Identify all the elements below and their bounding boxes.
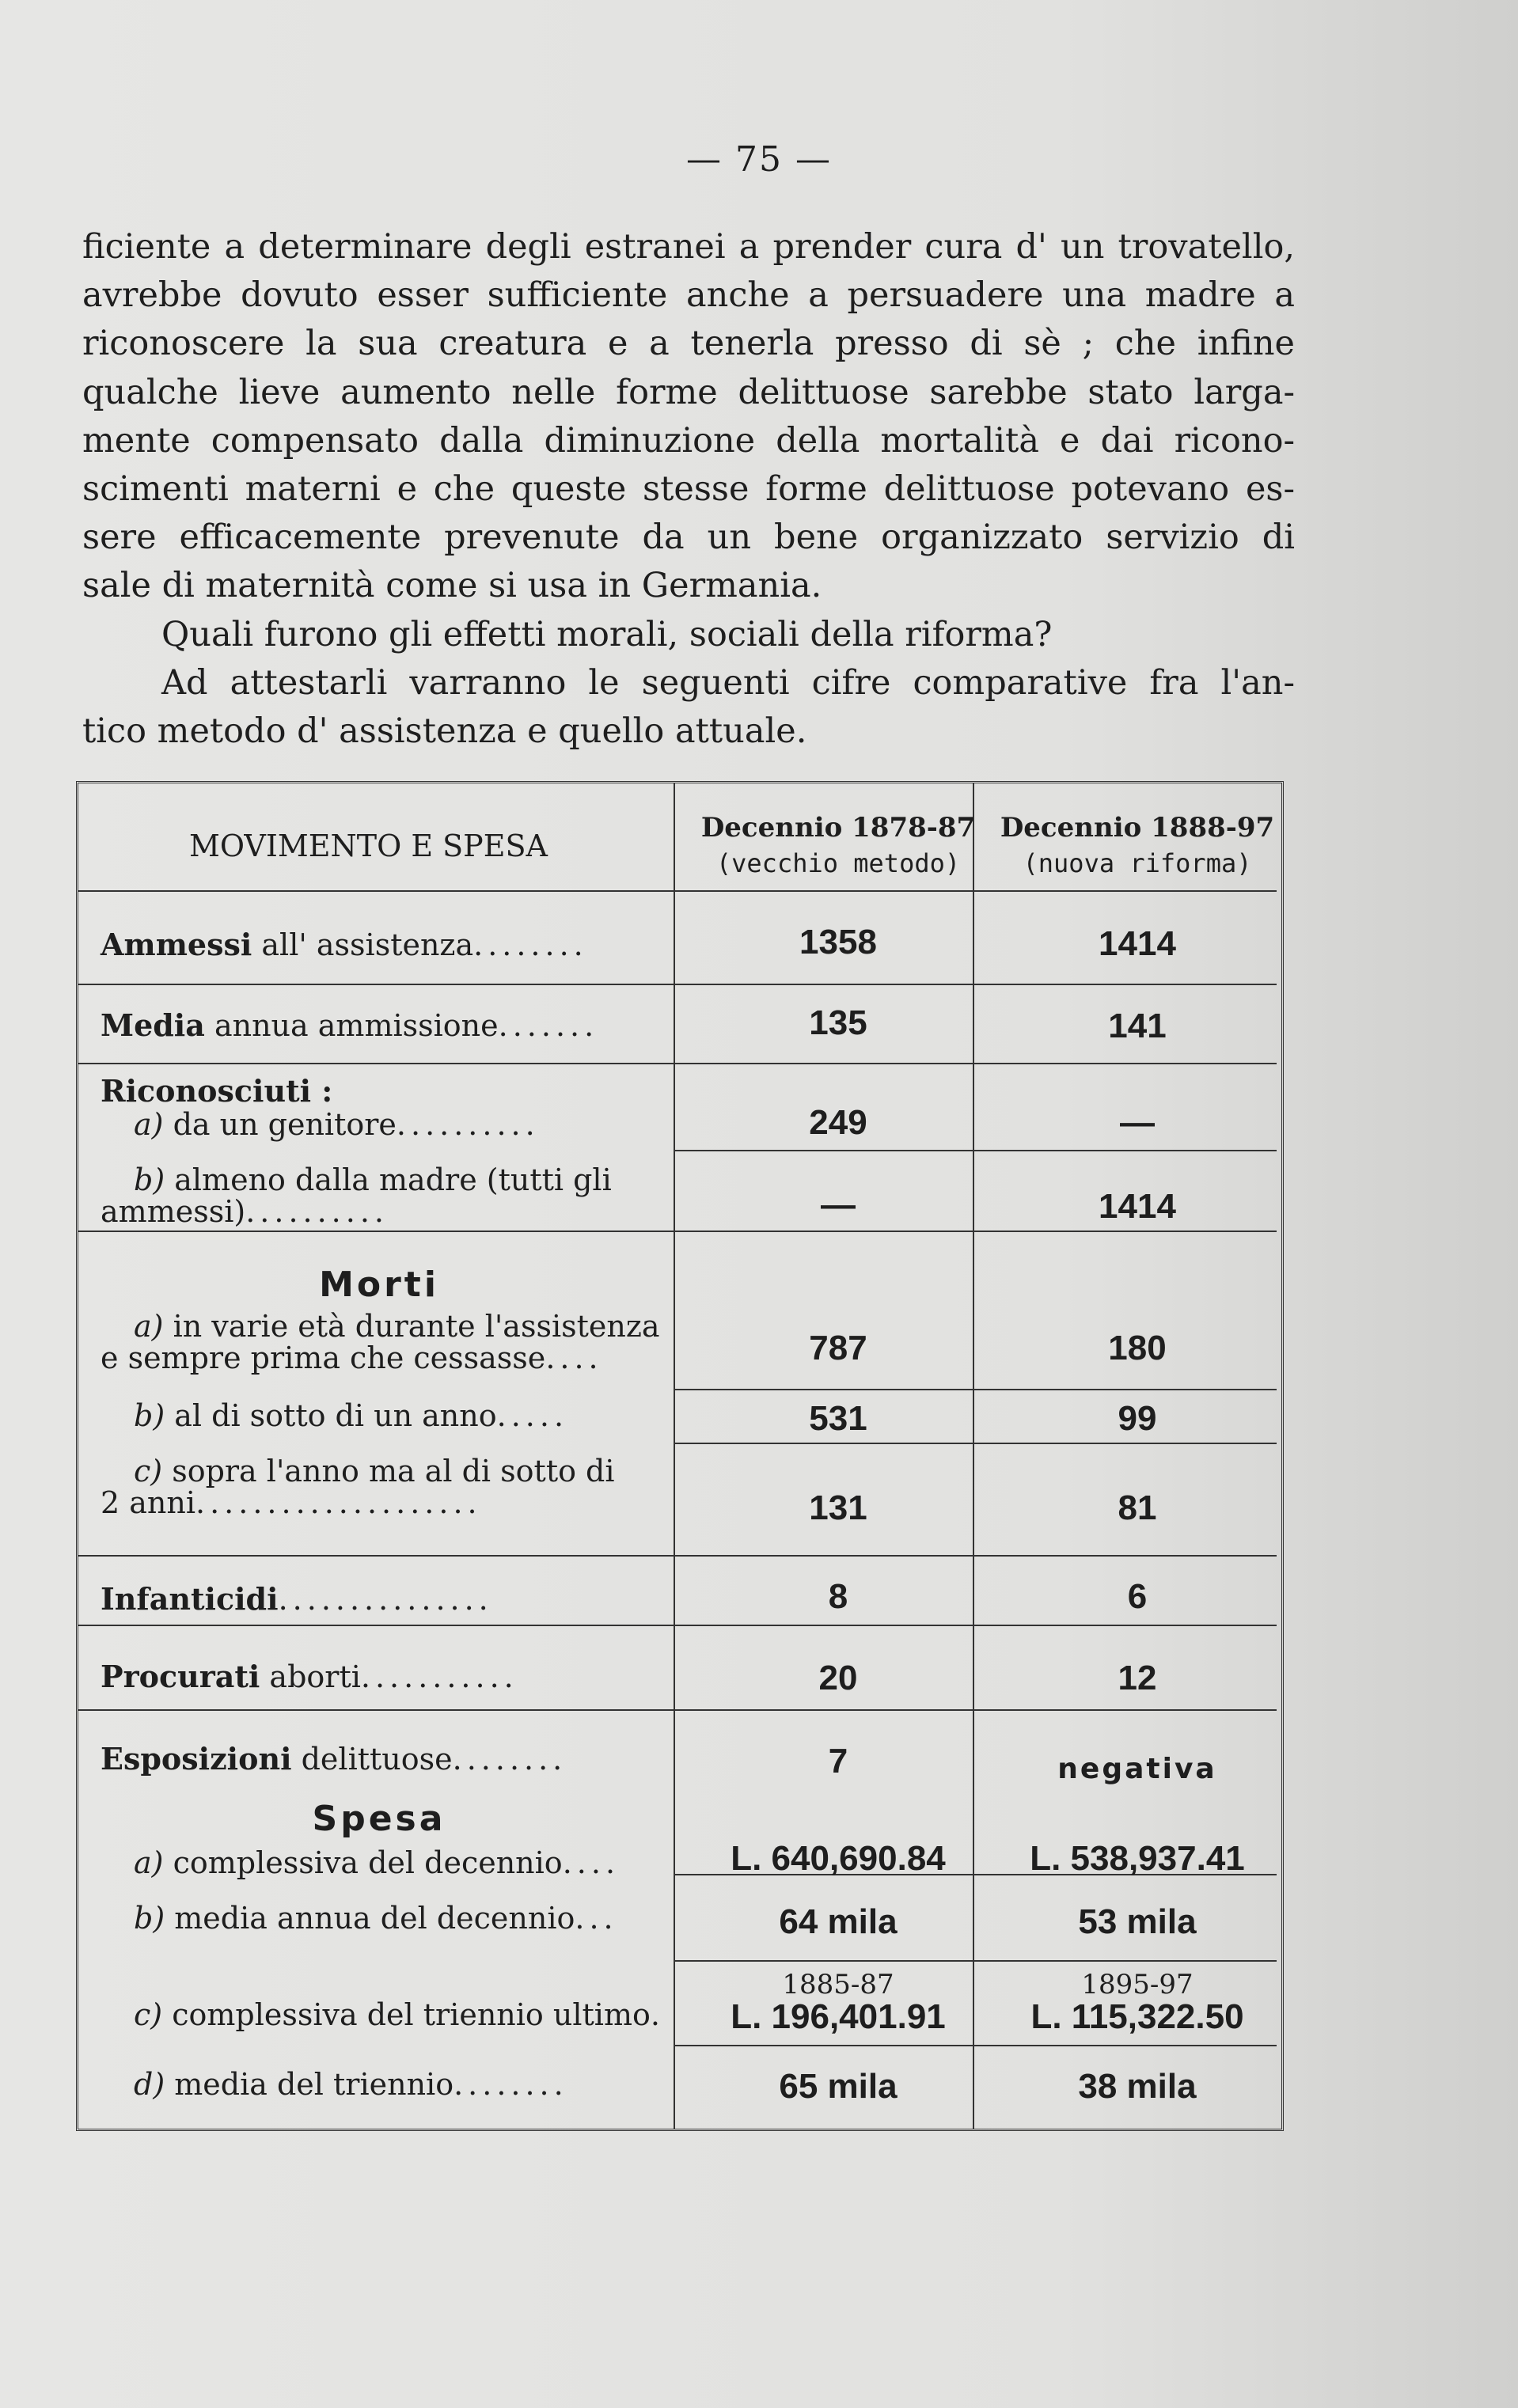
text-line: riconoscere la sua creatura e a tenerla presso di sè ; che infine [82, 324, 1295, 364]
row-label-ric-b: b) almeno dalla madre (tutti gli [134, 1162, 612, 1197]
value-ric-b-new: 1414 [1099, 1187, 1176, 1226]
value-ric-b-old: — [821, 1185, 856, 1224]
row-divider [674, 1443, 1277, 1444]
value-ammessi-old: 1358 [799, 923, 877, 961]
text-line: tico metodo d' assistenza e quello attuale. [82, 711, 807, 752]
value-media-old: 135 [809, 1003, 867, 1042]
row-label-spesa-b: b) media annua del decennio... [134, 1901, 618, 1936]
text-line: Ad attestarli varranno le seguenti cifre comparative fra l'an- [161, 663, 1295, 703]
value-media-new: 141 [1108, 1007, 1167, 1045]
text-line: qualche lieve aumento nelle forme delittuose sarebbe stato larga- [82, 372, 1295, 412]
text-line: sere efficacemente prevenute da un bene organizzato servizio di [82, 518, 1295, 558]
row-divider [78, 1063, 1277, 1064]
row-label-morti-b: b) al di sotto di un anno..... [134, 1398, 569, 1433]
row-divider [78, 1709, 1277, 1711]
row-divider [674, 1960, 1277, 1962]
value-esposizioni-new: negativa [1057, 1753, 1217, 1785]
col1-subtitle: (vecchio metodo) [715, 848, 961, 878]
value-spesa-c-old: L. 196,401.91 [731, 1997, 946, 2036]
value-morti-b-old: 531 [809, 1399, 867, 1438]
value-spesa-a-new: L. 538,937.41 [1030, 1839, 1245, 1878]
row-label-morti-a-cont: e sempre prima che cessasse.... [101, 1341, 603, 1375]
value-ammessi-new: 1414 [1099, 924, 1176, 963]
value-spesa-a-old: L. 640,690.84 [731, 1839, 946, 1878]
col1-title: Decennio 1878-87 [700, 812, 976, 844]
value-ric-a-old: 249 [809, 1103, 867, 1142]
section-title-morti: Morti [319, 1265, 439, 1305]
row-divider [674, 1150, 1277, 1151]
row-divider [78, 984, 1277, 985]
row-label-aborti: Procurati aborti........... [101, 1659, 518, 1694]
text-line: sale di maternità come si usa in Germania. [82, 566, 822, 606]
row-label-spesa-c: c) complessiva del triennio ultimo. [134, 1997, 665, 2032]
row-divider [78, 1625, 1277, 1626]
row-label-esposizioni: Esposizioni delittuose........ [101, 1741, 567, 1777]
row-label-ric-a: a) da un genitore.......... [134, 1107, 540, 1142]
value-spesa-d-old: 65 mila [779, 2067, 898, 2106]
row-label-morti-c-cont: 2 anni.................... [101, 1485, 482, 1520]
paragraph-3 [82, 659, 1295, 756]
value-ric-a-new: — [1120, 1103, 1155, 1142]
value-morti-c-old: 131 [809, 1488, 867, 1527]
row-divider [78, 1555, 1277, 1557]
value-esposizioni-old: 7 [828, 1742, 848, 1780]
value-spesa-d-new: 38 mila [1078, 2067, 1197, 2106]
col2-subtitle: (nuova riforma) [1023, 848, 1252, 878]
comparison-table [76, 781, 1284, 2131]
row-label-ric-b-cont: ammessi).......... [101, 1194, 389, 1229]
text-line: avrebbe dovuto esser sufficiente anche a persuadere una madre a [82, 275, 1295, 316]
value-aborti-old: 20 [818, 1659, 858, 1697]
text-line: mente compensato dalla diminuzione della mortalità e dai ricono- [82, 420, 1295, 461]
row-divider [674, 1389, 1277, 1390]
row-label-spesa-d: d) media del triennio........ [134, 2067, 568, 2102]
row-divider [78, 890, 1277, 892]
text-line: scimenti materni e che queste stesse forme delittuose potevano es- [82, 469, 1295, 510]
col2-title: Decennio 1888-97 [1000, 812, 1275, 844]
row-label-morti-c: c) sopra l'anno ma al di sotto di [134, 1454, 615, 1488]
row-label-spesa-a: a) complessiva del decennio.... [134, 1845, 620, 1880]
value-spesa-c-new: L. 115,322.50 [1030, 1997, 1244, 2036]
row-label-riconosciuti: Riconosciuti : [101, 1073, 333, 1109]
paragraph-2 [161, 611, 1295, 659]
text-line: ficiente a determinare degli estranei a prender cura d' un trovatello, [82, 227, 1295, 267]
value-morti-a-old: 787 [809, 1329, 867, 1367]
row-divider [78, 1231, 1277, 1232]
value-spesa-b-new: 53 mila [1078, 1902, 1197, 1941]
row-label-morti-a: a) in varie età durante l'assistenza [134, 1309, 660, 1344]
value-infanticidi-new: 6 [1127, 1577, 1148, 1616]
page-number: — 75 — [686, 139, 832, 180]
row-label-infanticidi: Infanticidi............... [101, 1581, 493, 1617]
row-divider [674, 2045, 1277, 2046]
section-title-spesa: Spesa [312, 1799, 446, 1839]
row-label-media: Media annua ammissione....... [101, 1007, 599, 1043]
years-spesa-new: 1895-97 [1081, 1969, 1194, 2000]
row-label-ammessi: Ammessi all' assistenza........ [101, 927, 588, 962]
table-header-label: MOVIMENTO E SPESA [189, 829, 548, 863]
value-aborti-new: 12 [1118, 1659, 1157, 1697]
years-spesa-old: 1885-87 [782, 1969, 894, 2000]
value-morti-a-new: 180 [1108, 1329, 1167, 1367]
paragraph-1 [82, 223, 1295, 611]
value-spesa-b-old: 64 mila [779, 1902, 898, 1941]
value-infanticidi-old: 8 [828, 1577, 848, 1616]
value-morti-b-new: 99 [1118, 1399, 1157, 1438]
value-morti-c-new: 81 [1118, 1488, 1157, 1527]
text-line: Quali furono gli effetti morali, sociali della riforma? [161, 615, 1053, 654]
